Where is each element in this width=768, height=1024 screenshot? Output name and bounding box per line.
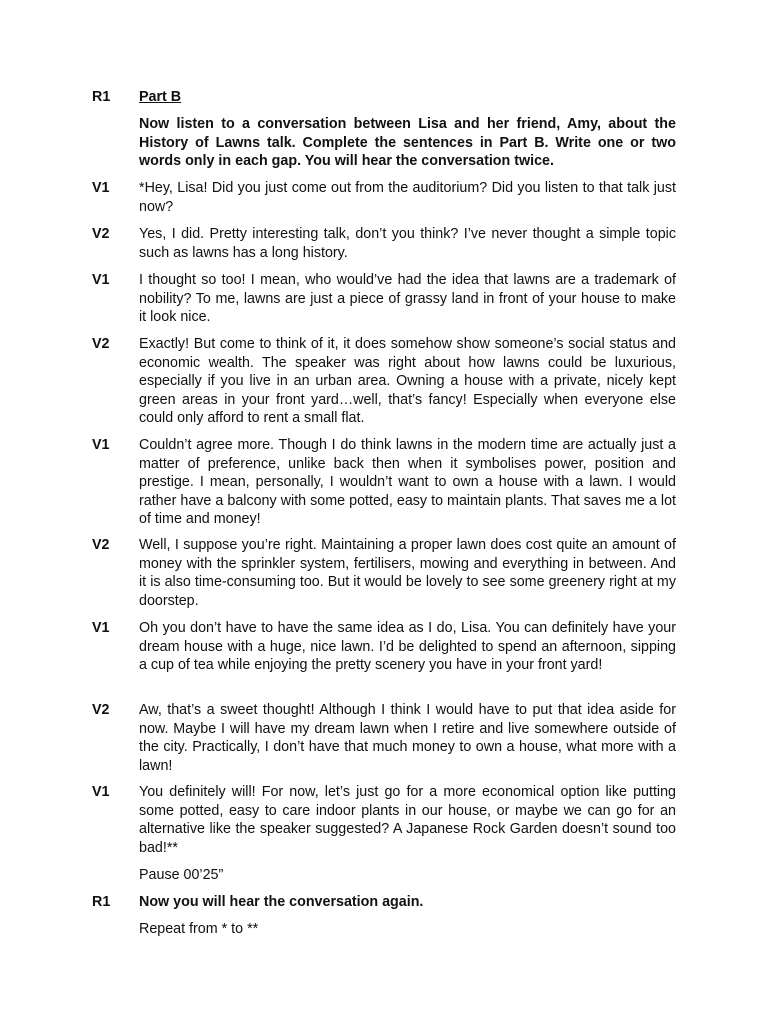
dialogue-line <box>92 536 676 610</box>
pause-text: Pause 00’25” <box>139 867 224 883</box>
speaker-label: V2 <box>92 226 110 242</box>
dialogue-line <box>92 701 676 775</box>
dialogue-line <box>92 436 676 529</box>
repeat-note <box>92 920 676 939</box>
part-title: Part B <box>139 89 182 105</box>
dialogue-text: Yes, I did. Pretty interesting talk, don’t you think? I’ve never thought a simple topic such as lawns has a long history. <box>139 226 676 261</box>
dialogue-text: Couldn’t agree more. Though I do think lawns in the modern time are actually just a matter of preference, unlike back then when it symbolises power, position and prestige. I mean, personally, I wouldn’t want to own a house with a lawn. I would rather have a balcony with some potted, easy to maintain plants. That saves me a lot of time and money! <box>139 437 676 528</box>
speaker-label: V2 <box>92 702 110 718</box>
pause-note <box>92 866 676 885</box>
dialogue-text: Oh you don’t have to have the same idea as I do, Lisa. You can definitely have your dream house with a huge, nice lawn. I’d be delighted to spend an afternoon, sipping a cup of tea while enjoying the pretty scenery you have in your front yard! <box>139 620 676 674</box>
speaker-label: V2 <box>92 336 110 352</box>
part-heading <box>92 88 676 107</box>
dialogue-line <box>92 225 676 262</box>
dialogue-text: You definitely will! For now, let’s just go for a more economical option like putting some potted, easy to care indoor plants in our house, or maybe we can go for an alternative like the speaker suggested? A Japanese Rock Garden doesn’t sound too bad!** <box>139 784 676 856</box>
speaker-label: R1 <box>92 894 111 910</box>
instruction-text: Now listen to a conversation between Lisa and her friend, Amy, about the History of Lawns talk. Complete the sentences in Part B. Write one or two words only in each gap. You will hear the conversation twice. <box>139 116 676 170</box>
speaker-label: V1 <box>92 272 110 288</box>
instruction-block <box>92 115 676 171</box>
dialogue-text: I thought so too! I mean, who would’ve had the idea that lawns are a trademark of nobility? To me, lawns are just a piece of grassy land in front of your house to make it look nice. <box>139 272 676 326</box>
dialogue-text: Exactly! But come to think of it, it does somehow show someone’s social status and economic wealth. The speaker was right about how lawns could be luxurious, especially if you live in an urban area. Owning a house with a private, nicely kept green areas in your front yard…well, that’s fancy! Especially when everyone else could only afford to rent a small flat. <box>139 336 676 427</box>
repeat-text: Repeat from * to ** <box>139 921 259 937</box>
dialogue-text: Aw, that’s a sweet thought! Although I think I would have to put that idea aside for now. Maybe I will have my dream lawn when I retire and live somewhere outside of the city. Practically, I don’t have that much money to own a house, what more with a lawn! <box>139 702 676 774</box>
closing-text: Now you will hear the conversation again. <box>139 894 424 910</box>
dialogue-line <box>92 783 676 857</box>
speaker-label: V1 <box>92 620 110 636</box>
closing-line <box>92 893 676 912</box>
dialogue-text: Well, I suppose you’re right. Maintaining a proper lawn does cost quite an amount of money with the sprinkler system, fertilisers, mowing and everything in between. And it is also time-consuming too. But it would be lovely to see some greenery right at my doorstep. <box>139 537 676 609</box>
speaker-label: V1 <box>92 437 110 453</box>
speaker-label: R1 <box>92 89 111 105</box>
dialogue-line <box>92 335 676 428</box>
speaker-label: V1 <box>92 180 110 196</box>
dialogue-text: *Hey, Lisa! Did you just come out from the auditorium? Did you listen to that talk just now? <box>139 180 676 215</box>
dialogue-line <box>92 271 676 327</box>
dialogue-line <box>92 619 676 675</box>
speaker-label: V1 <box>92 784 110 800</box>
speaker-label: V2 <box>92 537 110 553</box>
dialogue-line <box>92 179 676 216</box>
